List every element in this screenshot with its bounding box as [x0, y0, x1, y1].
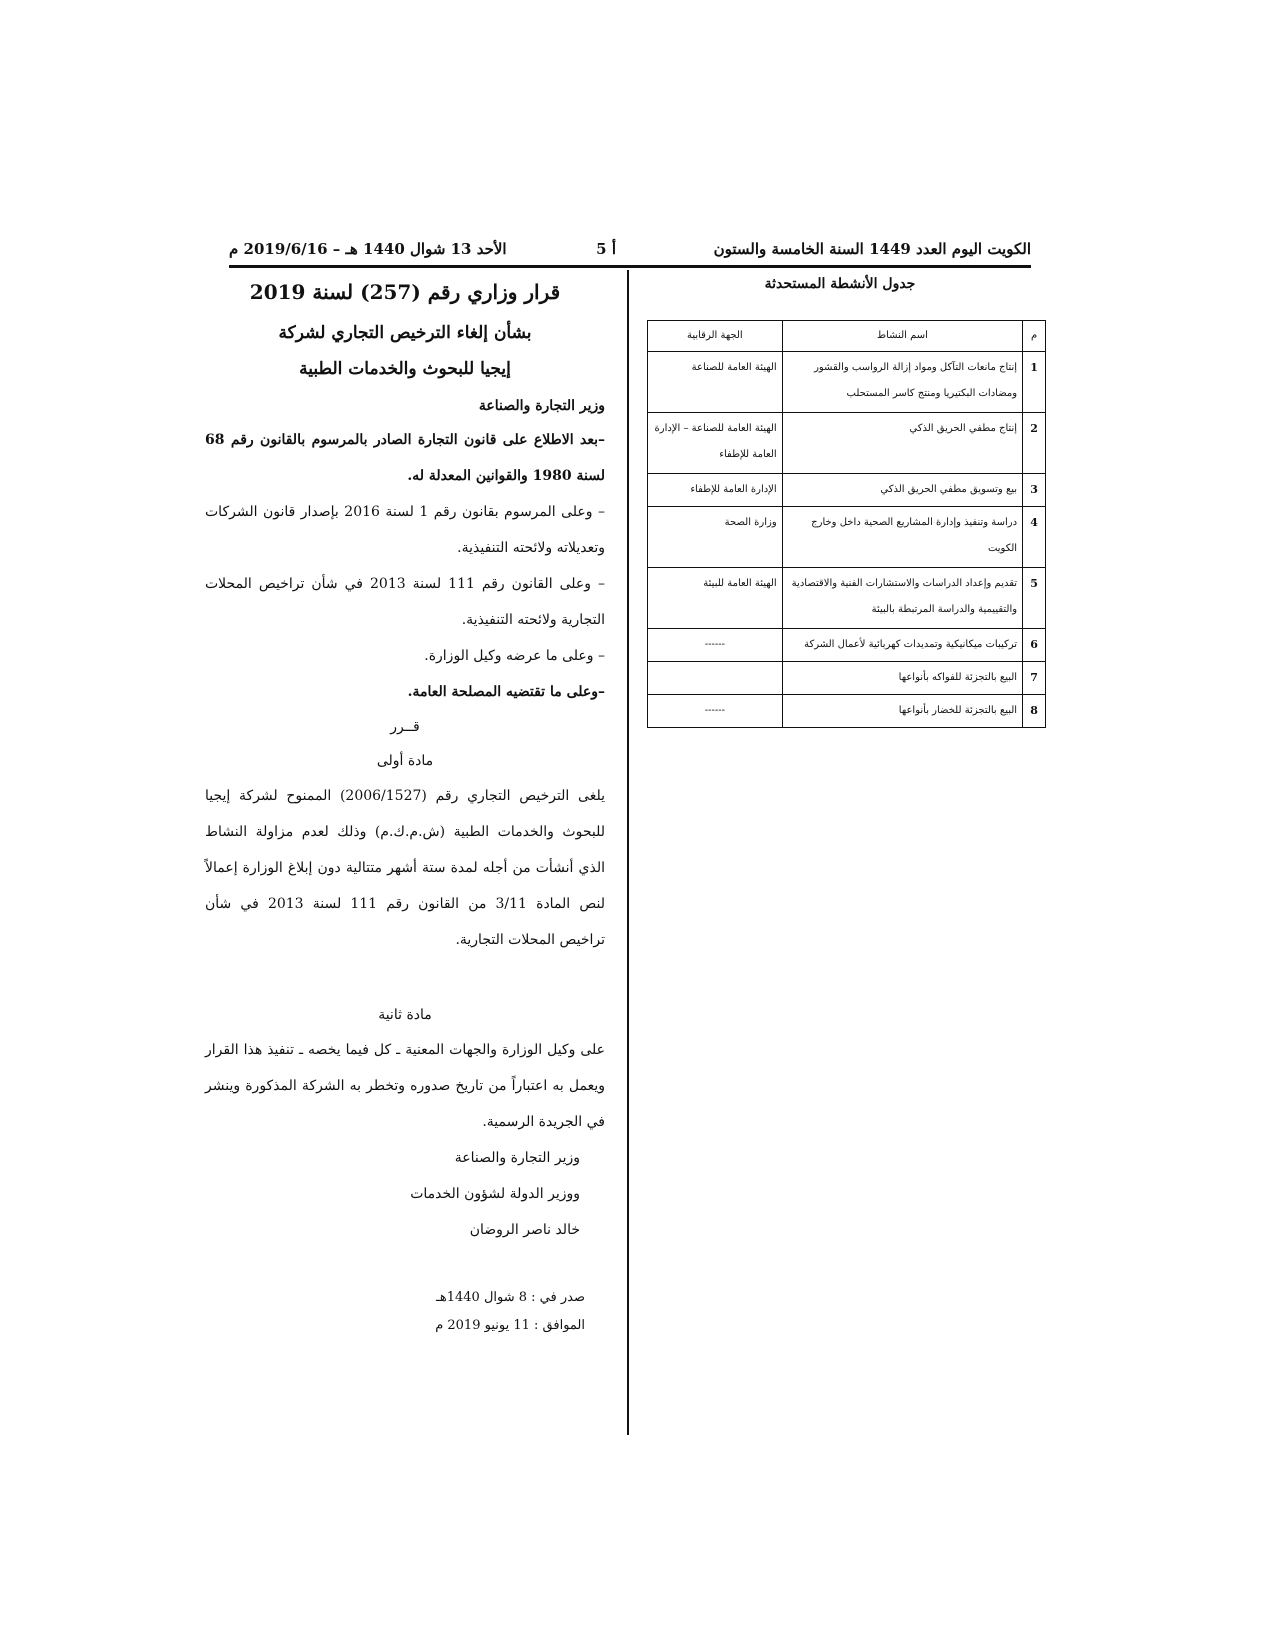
- activities-table: [647, 320, 1046, 728]
- row-name: البيع بالتجزئة للخضار بأنواعها: [782, 695, 1022, 728]
- table-row: [648, 695, 1046, 728]
- row-name: بيع وتسويق مطفي الحريق الذكي: [782, 474, 1022, 507]
- table-row: [648, 568, 1046, 629]
- decision-column: [205, 270, 605, 1340]
- preamble-paragraph: –بعد الاطلاع على قانون التجارة الصادر بالمرسوم بالقانون رقم 68 لسنة 1980 والقوانين المعدلة له.: [205, 432, 605, 484]
- col-header-name: اسم النشاط: [782, 321, 1022, 352]
- row-name: تقديم وإعداد الدراسات والاستشارات الفنية والاقتصادية والتقييمية والدراسة المرتبطة بالبيئة: [782, 568, 1022, 629]
- row-name: إنتاج مانعات التآكل ومواد إزالة الرواسب والقشور ومضادات البكتيريا ومنتج كاسر المستحلب: [782, 352, 1022, 413]
- row-body: الهيئة العامة للبيئة: [648, 568, 783, 629]
- table-row: [648, 662, 1046, 695]
- row-num: 7: [1023, 662, 1046, 695]
- page-header: [229, 236, 1031, 266]
- row-body: الهيئة العامة للصناعة – الإدارة العامة للإطفاء: [648, 413, 783, 474]
- row-name: البيع بالتجزئة للفواكه بأنواعها: [782, 662, 1022, 695]
- table-row: [648, 629, 1046, 662]
- row-body: الهيئة العامة للصناعة: [648, 352, 783, 413]
- row-name: تركيبات ميكانيكية وتمديدات كهربائية لأعمال الشركة: [782, 629, 1022, 662]
- table-header-row: [648, 321, 1046, 352]
- preamble-paragraph: –وعلى ما تقتضيه المصلحة العامة.: [407, 684, 605, 700]
- header-issue: الكويت اليوم العدد 1449 السنة الخامسة والستون: [713, 240, 1031, 258]
- col-header-body: الجهة الرقابية: [648, 321, 783, 352]
- article-two-text: على وكيل الوزارة والجهات المعنية ـ كل فيما يخصه ـ تنفيذ هذا القرار ويعمل به اعتباراً من تاريخ صدوره وتخطر به الشركة المذكورة وينشر في الجريدة الرسمية.: [205, 1042, 605, 1130]
- issued-hijri-date: صدر في : 8 شوال 1440هـ: [436, 1290, 585, 1305]
- minister-line: وزير التجارة والصناعة: [478, 398, 605, 414]
- col-header-num: م: [1023, 321, 1046, 352]
- table-row: [648, 474, 1046, 507]
- row-body: ------: [648, 629, 783, 662]
- row-num: 3: [1023, 474, 1046, 507]
- decision-subtitle-company: إيجيا للبحوث والخدمات الطبية: [299, 359, 511, 379]
- header-date: الأحد 13 شوال 1440 هـ – 2019/6/16 م: [229, 240, 507, 258]
- preamble-paragraph: – وعلى القانون رقم 111 لسنة 2013 في شأن تراخيص المحلات التجارية ولائحته التنفيذية.: [205, 576, 605, 628]
- row-body: [648, 662, 783, 695]
- row-name: إنتاج مطفي الحريق الذكي: [782, 413, 1022, 474]
- table-row: [648, 352, 1046, 413]
- column-divider: [627, 270, 629, 1435]
- row-body: الإدارة العامة للإطفاء: [648, 474, 783, 507]
- row-num: 8: [1023, 695, 1046, 728]
- row-num: 5: [1023, 568, 1046, 629]
- decision-subtitle: بشأن إلغاء الترخيص التجاري لشركة: [278, 323, 532, 343]
- row-num: 4: [1023, 507, 1046, 568]
- signature-title-2: ووزير الدولة لشؤون الخدمات: [410, 1186, 580, 1202]
- table-title: جدول الأنشطة المستحدثة: [764, 276, 916, 292]
- issued-gregorian-date: الموافق : 11 يونيو 2019 م: [435, 1318, 585, 1333]
- decided-heading: قــرر: [390, 719, 420, 735]
- row-num: 6: [1023, 629, 1046, 662]
- table-row: [648, 413, 1046, 474]
- row-num: 1: [1023, 352, 1046, 413]
- article-two-title: مادة ثانية: [378, 1007, 432, 1023]
- decision-title: قرار وزاري رقم (257) لسنة 2019: [249, 280, 561, 304]
- preamble-paragraph: – وعلى ما عرضه وكيل الوزارة.: [424, 648, 605, 664]
- header-rule: [229, 265, 1031, 268]
- header-page-number: أ 5: [596, 240, 616, 258]
- row-body: ------: [648, 695, 783, 728]
- row-num: 2: [1023, 413, 1046, 474]
- signature-name: خالد ناصر الروضان: [469, 1222, 580, 1238]
- preamble-paragraph: – وعلى المرسوم بقانون رقم 1 لسنة 2016 بإصدار قانون الشركات وتعديلاته ولائحته التنفيذية.: [205, 504, 605, 556]
- row-body: وزارة الصحة: [648, 507, 783, 568]
- signature-title-1: وزير التجارة والصناعة: [454, 1150, 580, 1166]
- table-row: [648, 507, 1046, 568]
- article-one-text: يلغى الترخيص التجاري رقم (2006/1527) الممنوح لشركة إيجيا للبحوث والخدمات الطبية (ش.م.ك.م) وذلك لعدم مزاولة النشاط الذي أنشأت من أجله لمدة ستة أشهر متتالية دون إبلاغ الوزارة إعمالاً لنص المادة 3/11 من القانون رقم 111 لسنة 2013 في شأن تراخيص المحلات التجارية.: [205, 788, 605, 948]
- article-one-title: مادة أولى: [376, 753, 434, 769]
- row-name: دراسة وتنفيذ وإدارة المشاريع الصحية داخل وخارج الكويت: [782, 507, 1022, 568]
